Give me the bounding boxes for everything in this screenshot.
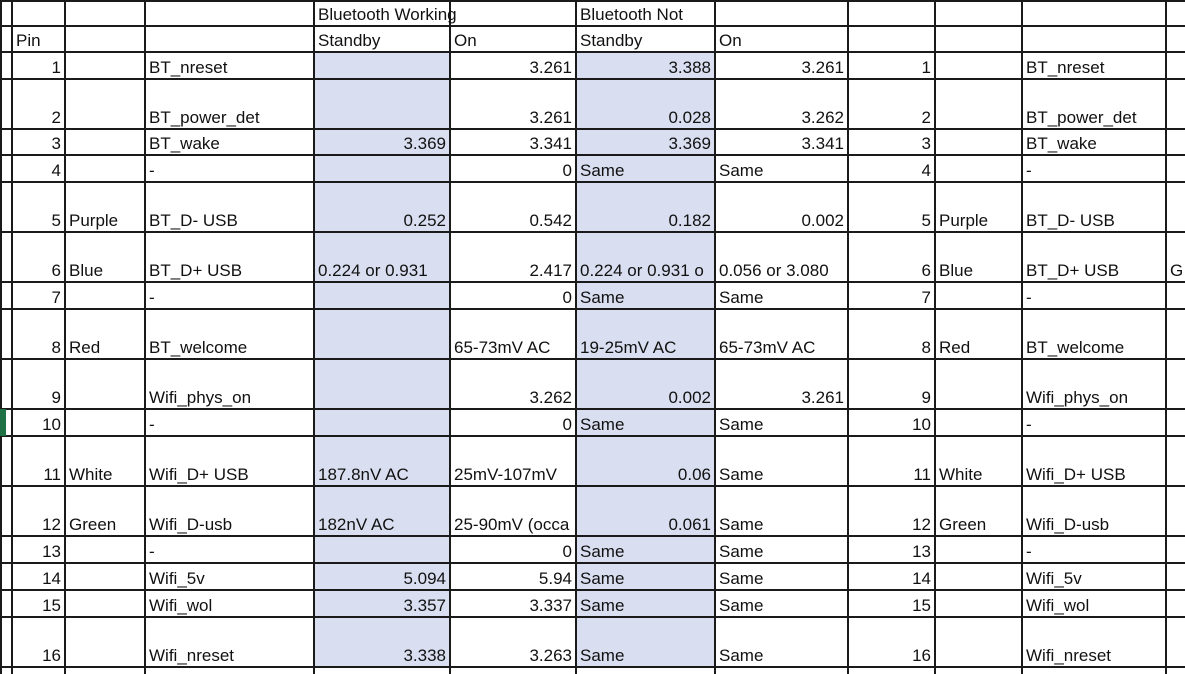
pin-number-cell[interactable]: 1 <box>51 58 61 77</box>
wire-color-copy-cell[interactable]: White <box>939 465 983 484</box>
pin-number-cell[interactable]: 9 <box>51 388 61 407</box>
signal-name-copy-cell[interactable]: BT_power_det <box>1026 108 1137 127</box>
bt-not-on-cell[interactable]: Same <box>719 569 764 588</box>
bt-not-on-cell[interactable]: 3.262 <box>801 108 844 127</box>
pin-number-copy-cell[interactable]: 10 <box>912 415 931 434</box>
row-selection-marker <box>0 409 6 436</box>
bt-not-on-cell[interactable]: Same <box>719 542 764 561</box>
pin-number-copy-cell[interactable]: 8 <box>921 338 931 357</box>
pin-number-cell[interactable]: 10 <box>42 415 61 434</box>
extra-cell[interactable] <box>1166 79 1185 129</box>
col-gridline-0 <box>0 0 2 674</box>
extra-cell[interactable] <box>1166 282 1185 309</box>
wire-color-cell[interactable] <box>65 282 145 309</box>
signal-name-copy-cell[interactable]: - <box>1026 288 1032 307</box>
pin-number-cell[interactable]: 16 <box>42 646 61 665</box>
bt-not-on-cell[interactable]: Same <box>719 161 764 180</box>
pin-number-copy-cell[interactable]: 9 <box>921 388 931 407</box>
signal-name-cell[interactable]: Wifi_nreset <box>149 646 235 665</box>
bt-not-standby-cell[interactable]: Same <box>580 646 625 665</box>
header-bluetooth-not[interactable]: Bluetooth Not <box>580 5 684 24</box>
bt-not-standby-cell[interactable]: 3.388 <box>668 58 711 77</box>
extra-cell[interactable] <box>1166 436 1185 486</box>
bt-working-standby-cell[interactable]: 0.224 or 0.931 <box>318 261 428 280</box>
pin-number-cell[interactable]: 3 <box>51 134 61 153</box>
pin-number-copy-cell[interactable]: 3 <box>921 134 931 153</box>
bt-not-on-cell[interactable]: 0.002 <box>801 211 844 230</box>
pin-number-cell[interactable]: 5 <box>51 211 61 230</box>
bt-working-on-cell[interactable]: 3.262 <box>529 388 572 407</box>
extra-cell[interactable] <box>1166 155 1185 182</box>
pin-number-copy-cell[interactable]: 1 <box>921 58 931 77</box>
wire-color-copy-cell[interactable] <box>935 359 1022 409</box>
header-standby-working[interactable]: Standby <box>318 31 381 50</box>
pin-number-cell[interactable]: 6 <box>51 261 61 280</box>
extra-cell[interactable] <box>1166 563 1185 590</box>
signal-name-copy-cell[interactable]: - <box>1026 542 1032 561</box>
extra-cell[interactable] <box>1166 486 1185 536</box>
wire-color-copy-cell[interactable] <box>935 79 1022 129</box>
bt-not-on-cell[interactable]: Same <box>719 646 764 665</box>
pin-number-copy-cell[interactable]: 12 <box>912 515 931 534</box>
bt-working-on-cell[interactable]: 25mV-107mV <box>454 465 557 484</box>
extra-cell[interactable] <box>1166 409 1185 436</box>
bt-working-standby-cell[interactable] <box>314 309 450 359</box>
bt-working-on-cell[interactable]: 0.542 <box>529 211 572 230</box>
pin-number-cell[interactable]: 13 <box>42 542 61 561</box>
wire-color-copy-cell[interactable] <box>935 617 1022 667</box>
signal-name-cell[interactable]: Wifi_D-usb <box>149 515 233 534</box>
bt-working-standby-cell[interactable]: 187.8nV AC <box>318 465 409 484</box>
bt-not-standby-cell[interactable]: 19-25mV AC <box>580 338 677 357</box>
bt-not-standby-cell[interactable]: Same <box>580 415 625 434</box>
extra-cell[interactable] <box>1166 536 1185 563</box>
signal-name-copy-cell[interactable]: - <box>1026 161 1032 180</box>
header-pin[interactable]: Pin <box>16 31 41 50</box>
signal-name-cell[interactable]: - <box>149 161 155 180</box>
bt-not-on-cell[interactable]: 3.261 <box>801 388 844 407</box>
wire-color-copy-cell[interactable] <box>935 590 1022 617</box>
bt-not-standby-cell[interactable]: 0.182 <box>668 211 711 230</box>
wire-color-cell[interactable]: Purple <box>69 211 119 230</box>
wire-color-copy-cell[interactable] <box>935 563 1022 590</box>
bt-not-standby-cell[interactable]: Same <box>580 569 625 588</box>
pin-number-copy-cell[interactable]: 11 <box>913 465 931 484</box>
pin-number-cell[interactable]: 12 <box>42 515 61 534</box>
wire-color-copy-cell[interactable] <box>935 129 1022 155</box>
signal-name-copy-cell[interactable]: BT_nreset <box>1026 58 1105 77</box>
extra-cell[interactable]: G <box>1170 261 1184 280</box>
bt-working-standby-cell[interactable]: 3.338 <box>403 646 446 665</box>
extra-cell[interactable] <box>1166 182 1185 232</box>
signal-name-cell[interactable]: BT_D- USB <box>149 211 238 230</box>
pin-number-cell[interactable]: 14 <box>42 569 61 588</box>
bt-working-on-cell[interactable]: 3.261 <box>529 108 572 127</box>
bt-working-on-cell[interactable]: 3.337 <box>529 596 572 615</box>
header-on-working[interactable]: On <box>454 31 477 50</box>
signal-name-cell[interactable]: BT_nreset <box>149 58 228 77</box>
wire-color-cell[interactable] <box>65 563 145 590</box>
bt-working-standby-cell[interactable] <box>314 409 450 436</box>
bt-working-standby-cell[interactable] <box>314 155 450 182</box>
signal-name-cell[interactable]: - <box>149 542 155 561</box>
header-bluetooth-working[interactable]: Bluetooth Working <box>318 5 457 24</box>
bt-working-on-cell[interactable]: 3.341 <box>529 134 572 153</box>
pin-number-copy-cell[interactable]: 5 <box>921 211 931 230</box>
bt-working-on-cell[interactable]: 3.261 <box>529 58 572 77</box>
bt-not-standby-cell[interactable]: 0.224 or 0.931 o <box>580 261 704 280</box>
pin-number-copy-cell[interactable]: 16 <box>912 646 931 665</box>
wire-color-cell[interactable] <box>65 79 145 129</box>
bt-working-standby-cell[interactable] <box>314 536 450 563</box>
wire-color-cell[interactable]: Blue <box>69 261 104 280</box>
pin-number-copy-cell[interactable]: 7 <box>921 288 931 307</box>
bt-not-on-cell[interactable]: Same <box>719 465 764 484</box>
bt-working-on-cell[interactable]: 0 <box>562 288 572 307</box>
signal-name-copy-cell[interactable]: Wifi_phys_on <box>1026 388 1129 407</box>
pin-number-copy-cell[interactable]: 2 <box>921 108 931 127</box>
signal-name-copy-cell[interactable]: - <box>1026 415 1032 434</box>
wire-color-copy-cell[interactable] <box>935 155 1022 182</box>
bt-not-standby-cell[interactable]: Same <box>580 596 625 615</box>
bt-working-on-cell[interactable]: 2.417 <box>529 261 572 280</box>
bt-not-standby-cell[interactable]: 3.369 <box>668 134 711 153</box>
signal-name-cell[interactable]: Wifi_D+ USB <box>149 465 249 484</box>
signal-name-cell[interactable]: - <box>149 415 155 434</box>
signal-name-cell[interactable]: BT_power_det <box>149 108 260 127</box>
signal-name-copy-cell[interactable]: BT_welcome <box>1026 338 1125 357</box>
extra-cell[interactable] <box>1166 617 1185 667</box>
wire-color-cell[interactable] <box>65 590 145 617</box>
pin-number-cell[interactable]: 11 <box>43 465 61 484</box>
pin-number-cell[interactable]: 15 <box>42 596 61 615</box>
bt-not-standby-cell[interactable]: 0.06 <box>677 465 711 484</box>
bt-not-standby-cell[interactable]: 0.002 <box>668 388 711 407</box>
signal-name-copy-cell[interactable]: BT_wake <box>1026 134 1097 153</box>
signal-name-copy-cell[interactable]: Wifi_wol <box>1026 596 1090 615</box>
bt-working-on-cell[interactable]: 25-90mV (occa <box>454 515 570 534</box>
bt-working-standby-cell[interactable]: 0.252 <box>403 211 446 230</box>
extra-cell[interactable] <box>1166 359 1185 409</box>
pin-number-cell[interactable]: 7 <box>51 288 61 307</box>
extra-cell[interactable] <box>1166 309 1185 359</box>
wire-color-cell[interactable]: White <box>69 465 113 484</box>
pin-number-copy-cell[interactable]: 15 <box>912 596 931 615</box>
wire-color-copy-cell[interactable] <box>935 282 1022 309</box>
bt-working-standby-cell[interactable]: 5.094 <box>403 569 446 588</box>
wire-color-cell[interactable] <box>65 409 145 436</box>
bt-working-standby-cell[interactable] <box>314 52 450 79</box>
wire-color-cell[interactable] <box>65 359 145 409</box>
signal-name-copy-cell[interactable]: Wifi_5v <box>1026 569 1082 588</box>
bt-not-on-cell[interactable]: 3.341 <box>801 134 844 153</box>
pin-number-cell[interactable]: 4 <box>51 161 61 180</box>
wire-color-copy-cell[interactable]: Red <box>939 338 971 357</box>
wire-color-cell[interactable]: Red <box>69 338 101 357</box>
header-on-not[interactable]: On <box>719 31 742 50</box>
wire-color-copy-cell[interactable] <box>935 536 1022 563</box>
signal-name-copy-cell[interactable]: BT_D+ USB <box>1026 261 1120 280</box>
signal-name-cell[interactable]: Wifi_phys_on <box>149 388 252 407</box>
bt-not-on-cell[interactable]: Same <box>719 415 764 434</box>
header-standby-not[interactable]: Standby <box>580 31 643 50</box>
bt-working-on-cell[interactable]: 0 <box>562 161 572 180</box>
bt-working-on-cell[interactable]: 3.263 <box>529 646 572 665</box>
pin-number-cell[interactable]: 2 <box>51 108 61 127</box>
wire-color-cell[interactable] <box>65 52 145 79</box>
pin-number-copy-cell[interactable]: 4 <box>921 161 931 180</box>
bt-not-standby-cell[interactable]: Same <box>580 542 625 561</box>
bt-not-on-cell[interactable]: 0.056 or 3.080 <box>719 261 829 280</box>
signal-name-copy-cell[interactable]: BT_D- USB <box>1026 211 1115 230</box>
wire-color-copy-cell[interactable]: Green <box>939 515 987 534</box>
bt-not-on-cell[interactable]: Same <box>719 288 764 307</box>
bt-working-standby-cell[interactable] <box>314 282 450 309</box>
extra-cell[interactable] <box>1166 129 1185 155</box>
wire-color-cell[interactable] <box>65 536 145 563</box>
bt-working-on-cell[interactable]: 5.94 <box>538 569 572 588</box>
wire-color-copy-cell[interactable]: Blue <box>939 261 974 280</box>
bt-not-standby-cell[interactable]: 0.028 <box>668 108 711 127</box>
wire-color-cell[interactable] <box>65 617 145 667</box>
signal-name-copy-cell[interactable]: Wifi_D+ USB <box>1026 465 1126 484</box>
pin-number-cell[interactable]: 8 <box>51 338 61 357</box>
wire-color-copy-cell[interactable]: Purple <box>939 211 989 230</box>
signal-name-cell[interactable]: BT_welcome <box>149 338 248 357</box>
wire-color-cell[interactable] <box>65 155 145 182</box>
wire-color-cell[interactable] <box>65 129 145 155</box>
bt-working-on-cell[interactable]: 65-73mV AC <box>454 338 551 357</box>
bt-not-on-cell[interactable]: 65-73mV AC <box>719 338 816 357</box>
bt-not-on-cell[interactable]: Same <box>719 515 764 534</box>
bt-not-standby-cell[interactable]: 0.061 <box>668 515 711 534</box>
bt-working-on-cell[interactable]: 0 <box>562 542 572 561</box>
wire-color-copy-cell[interactable] <box>935 409 1022 436</box>
extra-cell[interactable] <box>1166 590 1185 617</box>
pin-number-copy-cell[interactable]: 13 <box>912 542 931 561</box>
signal-name-copy-cell[interactable]: Wifi_D-usb <box>1026 515 1110 534</box>
pin-number-copy-cell[interactable]: 6 <box>921 261 931 280</box>
signal-name-cell[interactable]: Wifi_wol <box>149 596 213 615</box>
bt-working-standby-cell[interactable] <box>314 79 450 129</box>
signal-name-cell[interactable]: BT_D+ USB <box>149 261 243 280</box>
pin-number-copy-cell[interactable]: 14 <box>912 569 931 588</box>
bt-working-standby-cell[interactable] <box>314 359 450 409</box>
wire-color-cell[interactable]: Green <box>69 515 117 534</box>
wire-color-copy-cell[interactable] <box>935 52 1022 79</box>
bt-working-standby-cell[interactable]: 3.369 <box>403 134 446 153</box>
bt-not-on-cell[interactable]: Same <box>719 596 764 615</box>
bt-not-standby-cell[interactable]: Same <box>580 161 625 180</box>
bt-working-standby-cell[interactable]: 3.357 <box>403 596 446 615</box>
bt-not-standby-cell[interactable]: Same <box>580 288 625 307</box>
signal-name-cell[interactable]: Wifi_5v <box>149 569 205 588</box>
signal-name-cell[interactable]: - <box>149 288 155 307</box>
signal-name-cell[interactable]: BT_wake <box>149 134 220 153</box>
signal-name-copy-cell[interactable]: Wifi_nreset <box>1026 646 1112 665</box>
bt-not-on-cell[interactable]: 3.261 <box>801 58 844 77</box>
bt-working-on-cell[interactable]: 0 <box>562 415 572 434</box>
extra-cell[interactable] <box>1166 52 1185 79</box>
bt-working-standby-cell[interactable]: 182nV AC <box>318 515 395 534</box>
